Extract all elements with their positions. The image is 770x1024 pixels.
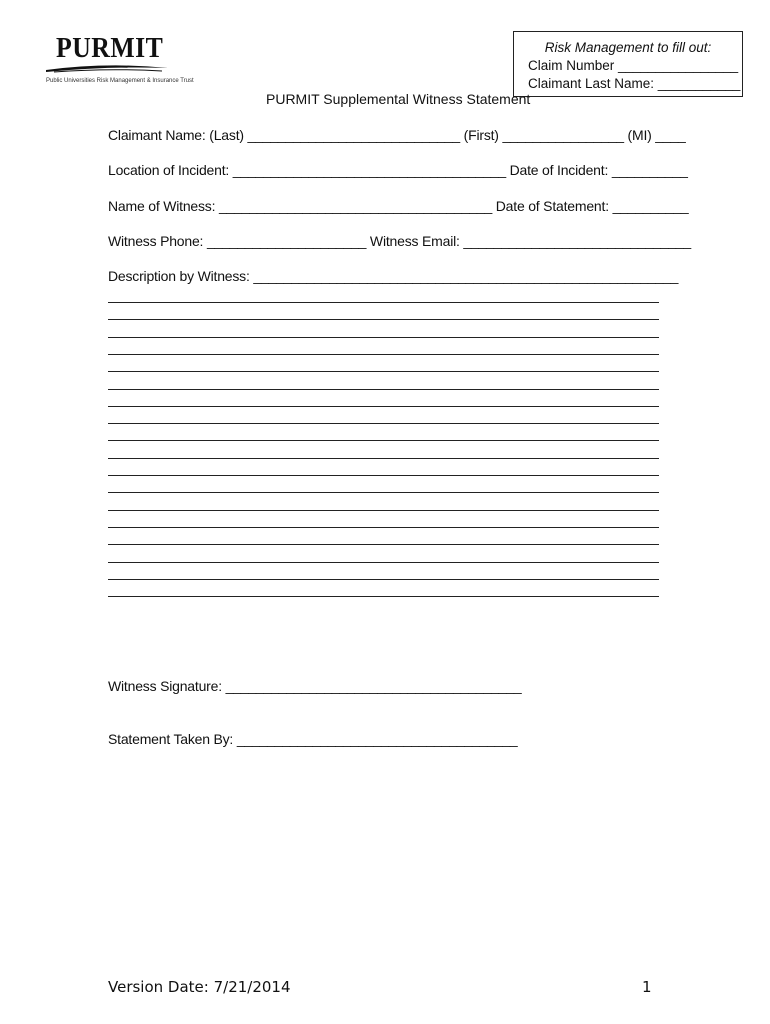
description-line[interactable] — [108, 389, 659, 390]
description-line[interactable] — [108, 337, 659, 338]
description-line[interactable] — [108, 354, 659, 355]
description-field[interactable]: Description by Witness: ________________________________________________________ — [108, 268, 679, 284]
claimant-name-field[interactable]: Claimant Name: (Last) ____________________________ (First) ________________ (MI) ____ — [108, 127, 686, 143]
description-line[interactable] — [108, 527, 659, 528]
description-line[interactable] — [108, 423, 659, 424]
description-line[interactable] — [108, 562, 659, 563]
description-line[interactable] — [108, 406, 659, 407]
description-line[interactable] — [108, 440, 659, 441]
logo-wordmark: PURMIT — [56, 33, 164, 64]
description-line[interactable] — [108, 319, 659, 320]
claimant-last-name-field[interactable]: Claimant Last Name: ___________ — [528, 76, 741, 91]
witness-name-date-statement-field[interactable]: Name of Witness: ____________________________________ Date of Statement: __________ — [108, 198, 689, 214]
witness-phone-email-field[interactable]: Witness Phone: _____________________ Witness Email: ______________________________ — [108, 233, 691, 249]
description-line[interactable] — [108, 302, 659, 303]
description-line[interactable] — [108, 596, 659, 597]
logo-tagline: Public Universities Risk Management & Insurance Trust — [46, 78, 194, 84]
logo-swoosh-icon — [44, 63, 170, 75]
page-number: 1 — [642, 978, 652, 996]
location-date-incident-field[interactable]: Location of Incident: ____________________________________ Date of Incident: __________ — [108, 162, 688, 178]
witness-signature-field[interactable]: Witness Signature: _______________________________________ — [108, 678, 522, 694]
description-line[interactable] — [108, 492, 659, 493]
description-line[interactable] — [108, 579, 659, 580]
risk-box-heading: Risk Management to fill out: — [544, 40, 712, 55]
description-line[interactable] — [108, 458, 659, 459]
description-line[interactable] — [108, 475, 659, 476]
description-line[interactable] — [108, 371, 659, 372]
risk-management-box — [513, 31, 743, 97]
description-line[interactable] — [108, 510, 659, 511]
purmit-logo — [44, 33, 194, 89]
statement-taken-by-field[interactable]: Statement Taken By: _____________________________________ — [108, 731, 518, 747]
version-date: Version Date: 7/21/2014 — [108, 978, 291, 996]
claim-number-field[interactable]: Claim Number ________________ — [528, 58, 739, 73]
document-title: PURMIT Supplemental Witness Statement — [266, 91, 531, 107]
description-line[interactable] — [108, 544, 659, 545]
